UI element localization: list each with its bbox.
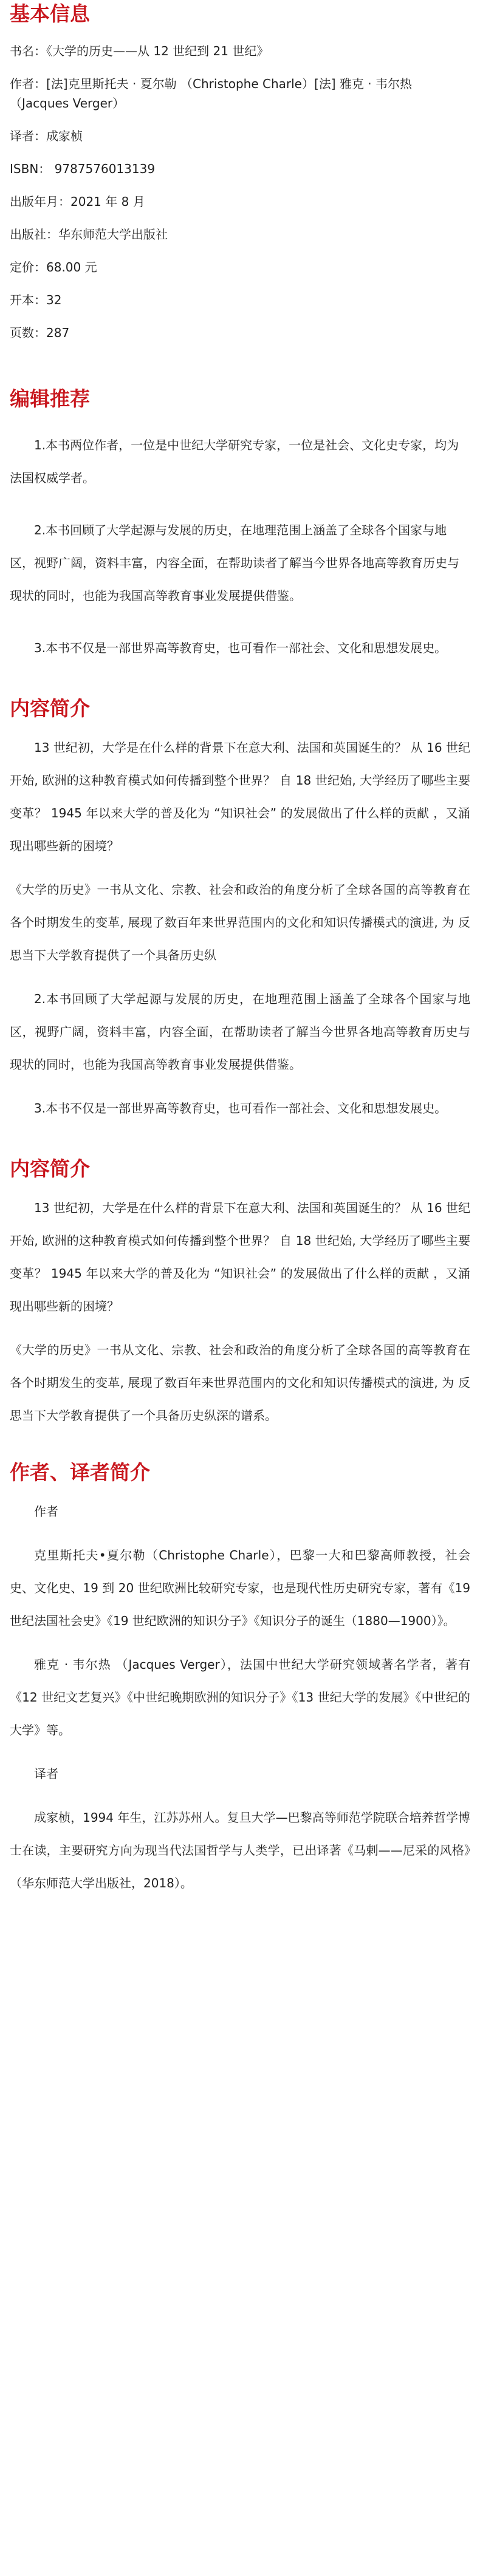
basic-info-section <box>10 0 470 342</box>
info-price: 定价：68.00 元 <box>10 260 97 274</box>
recommendation-paragraph: 3.本书不仅是一部世界高等教育史，也可看作一部社会、文化和思想发展史。 <box>34 641 447 655</box>
section-heading-summary: 内容简介 <box>10 1157 90 1181</box>
summary-paragraph: 2.本书回顾了大学起源与发展的历史，在地理范围上涵盖了全球各个国家与地区，视野广阔，资料丰富，内容全面，在帮助读者了解当今世界各地高等教育历史与现状的同时，也能为我国高等教育事业发展提供借鉴。 <box>10 992 470 1072</box>
summary-paragraph: 13 世纪初，大学是在什么样的背景下在意大利、法国和英国诞生的？ 从 16 世纪开始, 欧洲的这种教育模式如何传播到整个世界？ 自 18 世纪始, 大学经历了哪些主要变革？ 1945 年以来大学的普及化为 “知识社会” 的发展做出了什么样的贡献 ，又涌现出哪些新的困境？ <box>10 740 470 853</box>
section-heading-editor-recommendation: 编辑推荐 <box>10 387 90 411</box>
section-heading-basic-info: 基本信息 <box>10 2 90 26</box>
info-translator: 译者：成家桢 <box>10 129 83 143</box>
info-publisher: 出版社：华东师范大学出版社 <box>10 227 168 242</box>
info-format: 开本：32 <box>10 293 62 307</box>
author-label: 作者 <box>34 1504 58 1519</box>
section-heading-summary: 内容简介 <box>10 697 90 720</box>
info-pages: 页数：287 <box>10 325 70 340</box>
info-pub-date: 出版年月：2021 年 8 月 <box>10 194 145 209</box>
summary-paragraph: 《大学的历史》一书从文化、宗教、社会和政治的角度分析了全球各国的高等教育在各个时期发生的变革, 展现了数百年来世界范围内的文化和知识传播模式的演进, 为 反思当下大学教育提供了一个具备历史纵 <box>10 882 470 963</box>
info-authors: 作者：[法]克里斯托夫 · 夏尔勒 （Christophe Charle）[法] 雅克 · 韦尔热 （Jacques Verger） <box>10 77 413 111</box>
summary-section-2 <box>10 1155 470 1432</box>
author-bio-paragraph: 克里斯托夫•夏尔勒（Christophe Charle），巴黎一大和巴黎高师教授，社会史、文化史、19 到 20 世纪欧洲比较研究专家，也是现代性历史研究专家，著有《19 世纪法国社会史》《19 世纪欧洲的知识分子》《知识分子的诞生（1880—1900）》。 <box>10 1548 470 1628</box>
summary-paragraph: 3.本书不仅是一部世界高等教育史，也可看作一部社会、文化和思想发展史。 <box>34 1101 447 1116</box>
summary-section-1 <box>10 695 470 1125</box>
recommendation-paragraph: 2.本书回顾了大学起源与发展的历史，在地理范围上涵盖了全球各个国家与地区，视野广阔，资料丰富，内容全面，在帮助读者了解当今世界各地高等教育历史与现状的同时，也能为我国高等教育事业发展提供借鉴。 <box>10 523 459 603</box>
summary-paragraph: 13 世纪初，大学是在什么样的背景下在意大利、法国和英国诞生的？ 从 16 世纪开始, 欧洲的这种教育模式如何传播到整个世界？ 自 18 世纪始, 大学经历了哪些主要变革？ 1945 年以来大学的普及化为 “知识社会” 的发展做出了什么样的贡献 ，又涌现出哪些新的困境？ <box>10 1201 470 1314</box>
author-translator-section <box>10 1459 470 1900</box>
editor-recommendation-section <box>10 385 470 664</box>
summary-paragraph: 《大学的历史》一书从文化、宗教、社会和政治的角度分析了全球各国的高等教育在各个时期发生的变革, 展现了数百年来世界范围内的文化和知识传播模式的演进, 为 反思当下大学教育提供了一个具备历史纵深的谱系。 <box>10 1343 470 1423</box>
info-title: 书名：《大学的历史——从 12 世纪到 21 世纪》 <box>10 44 269 58</box>
section-heading-authors: 作者、译者简介 <box>10 1460 150 1484</box>
translator-label: 译者 <box>34 1767 58 1781</box>
info-isbn: ISBN： 9787576013139 <box>10 162 156 176</box>
author-bio-paragraph: 雅克 · 韦尔热 （Jacques Verger），法国中世纪大学研究领域著名学者，著有《12 世纪文艺复兴》《中世纪晚期欧洲的知识分子》《13 世纪大学的发展》《中世纪的大学》等。 <box>10 1657 470 1737</box>
recommendation-paragraph: 1.本书两位作者，一位是中世纪大学研究专家，一位是社会、文化史专家，均为法国权威学者。 <box>10 438 459 485</box>
translator-bio-paragraph: 成家桢，1994 年生，江苏苏州人。复旦大学—巴黎高等师范学院联合培养哲学博士在读，主要研究方向为现当代法国哲学与人类学，已出译著《马剌——尼采的风格》（华东师范大学出版社，2018）。 <box>10 1810 470 1890</box>
